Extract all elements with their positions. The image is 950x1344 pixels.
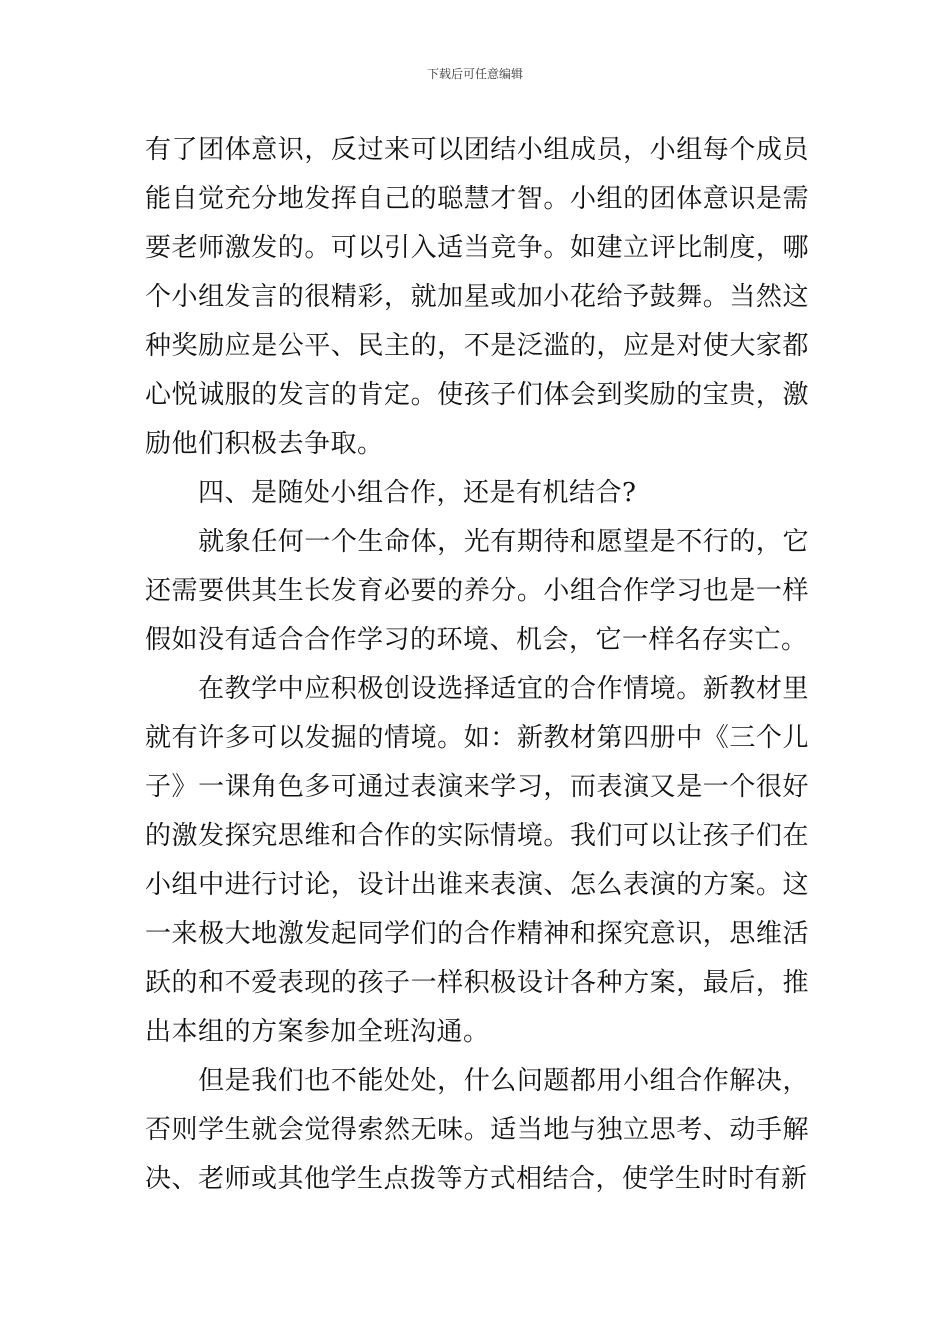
- section-heading-four: 四、是随处小组合作，还是有机结合?: [145, 478, 637, 508]
- paragraph-team-awareness: 有了团体意识，反过来可以团结小组成员，小组每个成员能自觉充分地发挥自己的聪慧才智。小组的团体意识是需要老师激发的。可以引入适当竞争。如建立评比制度，哪个小组发言的很精彩，就加星或加小花给予鼓舞。当然这种奖励应是公平、民主的，不是泛滥的，应是对使大家都心悦诚服的发言的肯定。使孩子们体会到奖励的宝贵，激励他们积极去争取。: [145, 135, 809, 459]
- page-header: 下载后可任意编辑: [426, 67, 523, 81]
- paragraph-teaching-situations: 在教学中应积极创设选择适宜的合作情境。新教材里就有许多可以发掘的情境。如：新教材第四册中《三个儿子》一课角色多可通过表演来学习，而表演又是一个很好的激发探究思维和合作的实际情境。我们可以让孩子们在小组中进行讨论，设计出谁来表演、怎么表演的方案。这一来极大地激发起同学们的合作精神和探究意识，思维活跃的和不爱表现的孩子一样积极设计各种方案，最后，推出本组的方案参加全班沟通。: [145, 674, 809, 1047]
- document-body: [145, 126, 809, 1204]
- paragraph-combination: 但是我们也不能处处，什么问题都用小组合作解决，否则学生就会觉得索然无味。适当地与独立思考、动手解决、老师或其他学生点拨等方式相结合，使学生时时有新: [145, 1066, 809, 1194]
- paragraph-living-organism: 就象任何一个生命体，光有期待和愿望是不行的，它还需要供其生长发育必要的养分。小组合作学习也是一样假如没有适合合作学习的环境、机会，它一样名存实亡。: [145, 527, 809, 655]
